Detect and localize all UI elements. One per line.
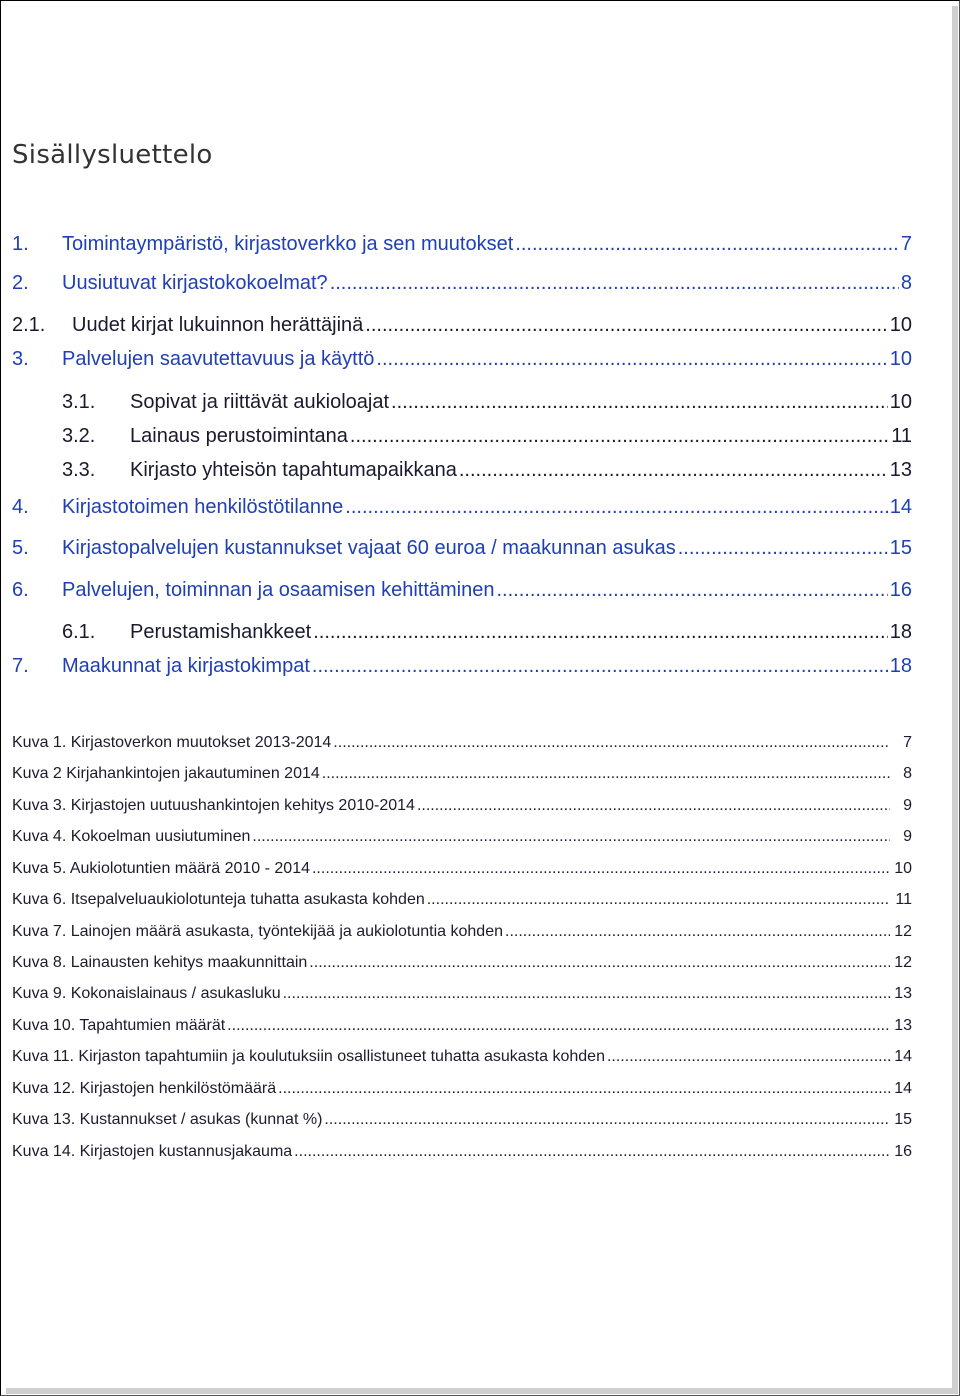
toc-entry-number: 7. xyxy=(12,655,29,677)
figure-entry-page: 14 xyxy=(894,1080,912,1097)
figure-entry[interactable] xyxy=(12,891,912,921)
toc-leader-dots xyxy=(365,314,887,337)
figure-leader-dots xyxy=(417,797,890,815)
figure-leader-dots xyxy=(505,923,890,941)
toc-entry-page: 18 xyxy=(889,621,912,643)
figure-entry-page: 12 xyxy=(894,923,912,940)
toc-entry[interactable] xyxy=(0,233,912,263)
figure-entry-title: Kuva 9. Kokonaislainaus / asukasluku xyxy=(12,985,281,1002)
toc-entry-page: 10 xyxy=(889,348,912,370)
toc-leader-dots xyxy=(496,579,887,602)
figure-leader-dots xyxy=(252,828,890,846)
figure-leader-dots xyxy=(283,985,890,1003)
figure-entry-page: 7 xyxy=(903,734,912,751)
figure-entry[interactable] xyxy=(12,1111,912,1141)
toc-entry-title: Palvelujen saavutettavuus ja käyttö xyxy=(62,348,375,370)
toc-entry-number: 4. xyxy=(12,496,29,518)
toc-entry[interactable] xyxy=(0,655,912,685)
figure-entry-title: Kuva 4. Kokoelman uusiutuminen xyxy=(12,828,251,845)
toc-entry-title: Toimintaympäristö, kirjastoverkko ja sen muutokset xyxy=(62,233,514,255)
toc-entry[interactable] xyxy=(0,314,912,344)
figure-entry-title: Kuva 14. Kirjastojen kustannusjakauma xyxy=(12,1143,293,1160)
figure-leader-dots xyxy=(333,734,890,752)
figure-entry-title: Kuva 5. Aukiolotuntien määrä 2010 - 2014 xyxy=(12,860,310,877)
figure-entry-title: Kuva 13. Kustannukset / asukas (kunnat %) xyxy=(12,1111,323,1128)
figure-entry-page: 10 xyxy=(894,860,912,877)
toc-entry-page: 8 xyxy=(900,272,912,294)
toc-entry-title: Lainaus perustoimintana xyxy=(130,425,348,447)
toc-entry-page: 16 xyxy=(889,579,912,601)
figure-entry[interactable] xyxy=(12,1080,912,1110)
toc-entry[interactable] xyxy=(0,425,912,455)
toc-entry-number: 5. xyxy=(12,537,29,559)
figure-leader-dots xyxy=(312,860,890,878)
toc-entry-title: Uusiutuvat kirjastokokoelmat? xyxy=(62,272,328,294)
figure-leader-dots xyxy=(309,954,890,972)
toc-leader-dots xyxy=(459,459,888,482)
toc-leader-dots xyxy=(391,391,888,414)
toc-entry-number: 1. xyxy=(12,233,29,255)
toc-leader-dots xyxy=(350,425,889,448)
figure-entry-title: Kuva 1. Kirjastoverkon muutokset 2013-2014 xyxy=(12,734,332,751)
figure-entry-page: 8 xyxy=(903,765,912,782)
figure-entry[interactable] xyxy=(12,828,912,858)
toc-entry-page: 14 xyxy=(889,496,912,518)
toc-heading: Sisällysluettelo xyxy=(12,140,213,170)
figure-entry[interactable] xyxy=(12,860,912,890)
figure-entry-page: 16 xyxy=(894,1143,912,1160)
figure-entry-page: 9 xyxy=(903,828,912,845)
figure-entry-title: Kuva 3. Kirjastojen uutuushankintojen kehitys 2010-2014 xyxy=(12,797,415,814)
toc-entry-page: 10 xyxy=(889,314,912,336)
toc-entry-number: 6. xyxy=(12,579,29,601)
toc-entry-title: Kirjastotoimen henkilöstötilanne xyxy=(62,496,344,518)
figure-entry-title: Kuva 10. Tapahtumien määrät xyxy=(12,1017,226,1034)
figure-entry[interactable] xyxy=(12,797,912,827)
figure-entry[interactable] xyxy=(12,1017,912,1047)
toc-entry[interactable] xyxy=(0,579,912,609)
toc-entry-title: Sopivat ja riittävät aukioloajat xyxy=(130,391,390,413)
toc-entry-number: 3.1. xyxy=(62,391,96,413)
toc-leader-dots xyxy=(313,621,888,644)
figure-leader-dots xyxy=(294,1143,890,1161)
figure-entry-page: 13 xyxy=(894,985,912,1002)
figure-leader-dots xyxy=(607,1048,890,1066)
toc-entry-number: 6.1. xyxy=(62,621,96,643)
figure-entry[interactable] xyxy=(12,954,912,984)
figure-entry-page: 14 xyxy=(894,1048,912,1065)
toc-entry-page: 18 xyxy=(889,655,912,677)
toc-entry-title: Kirjastopalvelujen kustannukset vajaat 60 euroa / maakunnan asukas xyxy=(62,537,676,559)
page-shadow xyxy=(952,6,958,1394)
toc-entry-number: 2.1. xyxy=(12,314,46,336)
figure-leader-dots xyxy=(322,765,890,783)
toc-entry-title: Maakunnat ja kirjastokimpat xyxy=(62,655,310,677)
toc-entry[interactable] xyxy=(0,459,912,489)
toc-entry[interactable] xyxy=(0,496,912,526)
figure-entry[interactable] xyxy=(12,1143,912,1173)
toc-entry-number: 2. xyxy=(12,272,29,294)
figure-entry-page: 11 xyxy=(895,891,912,908)
toc-leader-dots xyxy=(330,272,899,295)
toc-entry-page: 7 xyxy=(900,233,912,255)
figure-entry-title: Kuva 6. Itsepalveluaukiolotunteja tuhatta asukasta kohden xyxy=(12,891,425,908)
page-shadow xyxy=(6,1388,958,1394)
toc-entry-title: Perustamishankkeet xyxy=(130,621,312,643)
toc-leader-dots xyxy=(376,348,887,371)
toc-leader-dots xyxy=(345,496,887,519)
figure-entry-title: Kuva 8. Lainausten kehitys maakunnittain xyxy=(12,954,308,971)
figure-entry-title: Kuva 2 Kirjahankintojen jakautuminen 2014 xyxy=(12,765,320,782)
figure-leader-dots xyxy=(278,1080,890,1098)
toc-leader-dots xyxy=(678,537,888,560)
figure-entry[interactable] xyxy=(12,1048,912,1078)
figure-entry-page: 13 xyxy=(894,1017,912,1034)
figure-entry-title: Kuva 7. Lainojen määrä asukasta, työntekijää ja aukiolotuntia kohden xyxy=(12,923,503,940)
toc-entry-title: Kirjasto yhteisön tapahtumapaikkana xyxy=(130,459,457,481)
toc-entry[interactable] xyxy=(0,348,912,378)
toc-entry-number: 3.3. xyxy=(62,459,96,481)
figure-entry[interactable] xyxy=(12,985,912,1015)
figure-entry-page: 9 xyxy=(903,797,912,814)
toc-entry-page: 15 xyxy=(889,537,912,559)
toc-entry[interactable] xyxy=(0,272,912,302)
toc-entry-number: 3. xyxy=(12,348,29,370)
toc-leader-dots xyxy=(312,655,888,678)
toc-entry-page: 10 xyxy=(889,391,912,413)
figure-entry[interactable] xyxy=(12,734,912,764)
toc-leader-dots xyxy=(515,233,899,256)
toc-entry-page: 13 xyxy=(889,459,912,481)
figure-entry-page: 15 xyxy=(894,1111,912,1128)
figure-leader-dots xyxy=(324,1111,890,1129)
figure-entry[interactable] xyxy=(12,765,912,795)
toc-entry-number: 3.2. xyxy=(62,425,96,447)
figure-leader-dots xyxy=(427,891,890,909)
figure-entry-page: 12 xyxy=(894,954,912,971)
toc-entry[interactable] xyxy=(0,391,912,421)
toc-entry[interactable] xyxy=(0,537,912,567)
figure-leader-dots xyxy=(227,1017,890,1035)
toc-entry-title: Palvelujen, toiminnan ja osaamisen kehittäminen xyxy=(62,579,495,601)
figure-entry-title: Kuva 12. Kirjastojen henkilöstömäärä xyxy=(12,1080,277,1097)
figure-entry[interactable] xyxy=(12,923,912,953)
figure-entry-title: Kuva 11. Kirjaston tapahtumiin ja koulutuksiin osallistuneet tuhatta asukasta kohden xyxy=(12,1048,605,1065)
toc-entry-title: Uudet kirjat lukuinnon herättäjinä xyxy=(72,314,364,336)
toc-entry[interactable] xyxy=(0,621,912,651)
toc-entry-page: 11 xyxy=(891,425,912,447)
